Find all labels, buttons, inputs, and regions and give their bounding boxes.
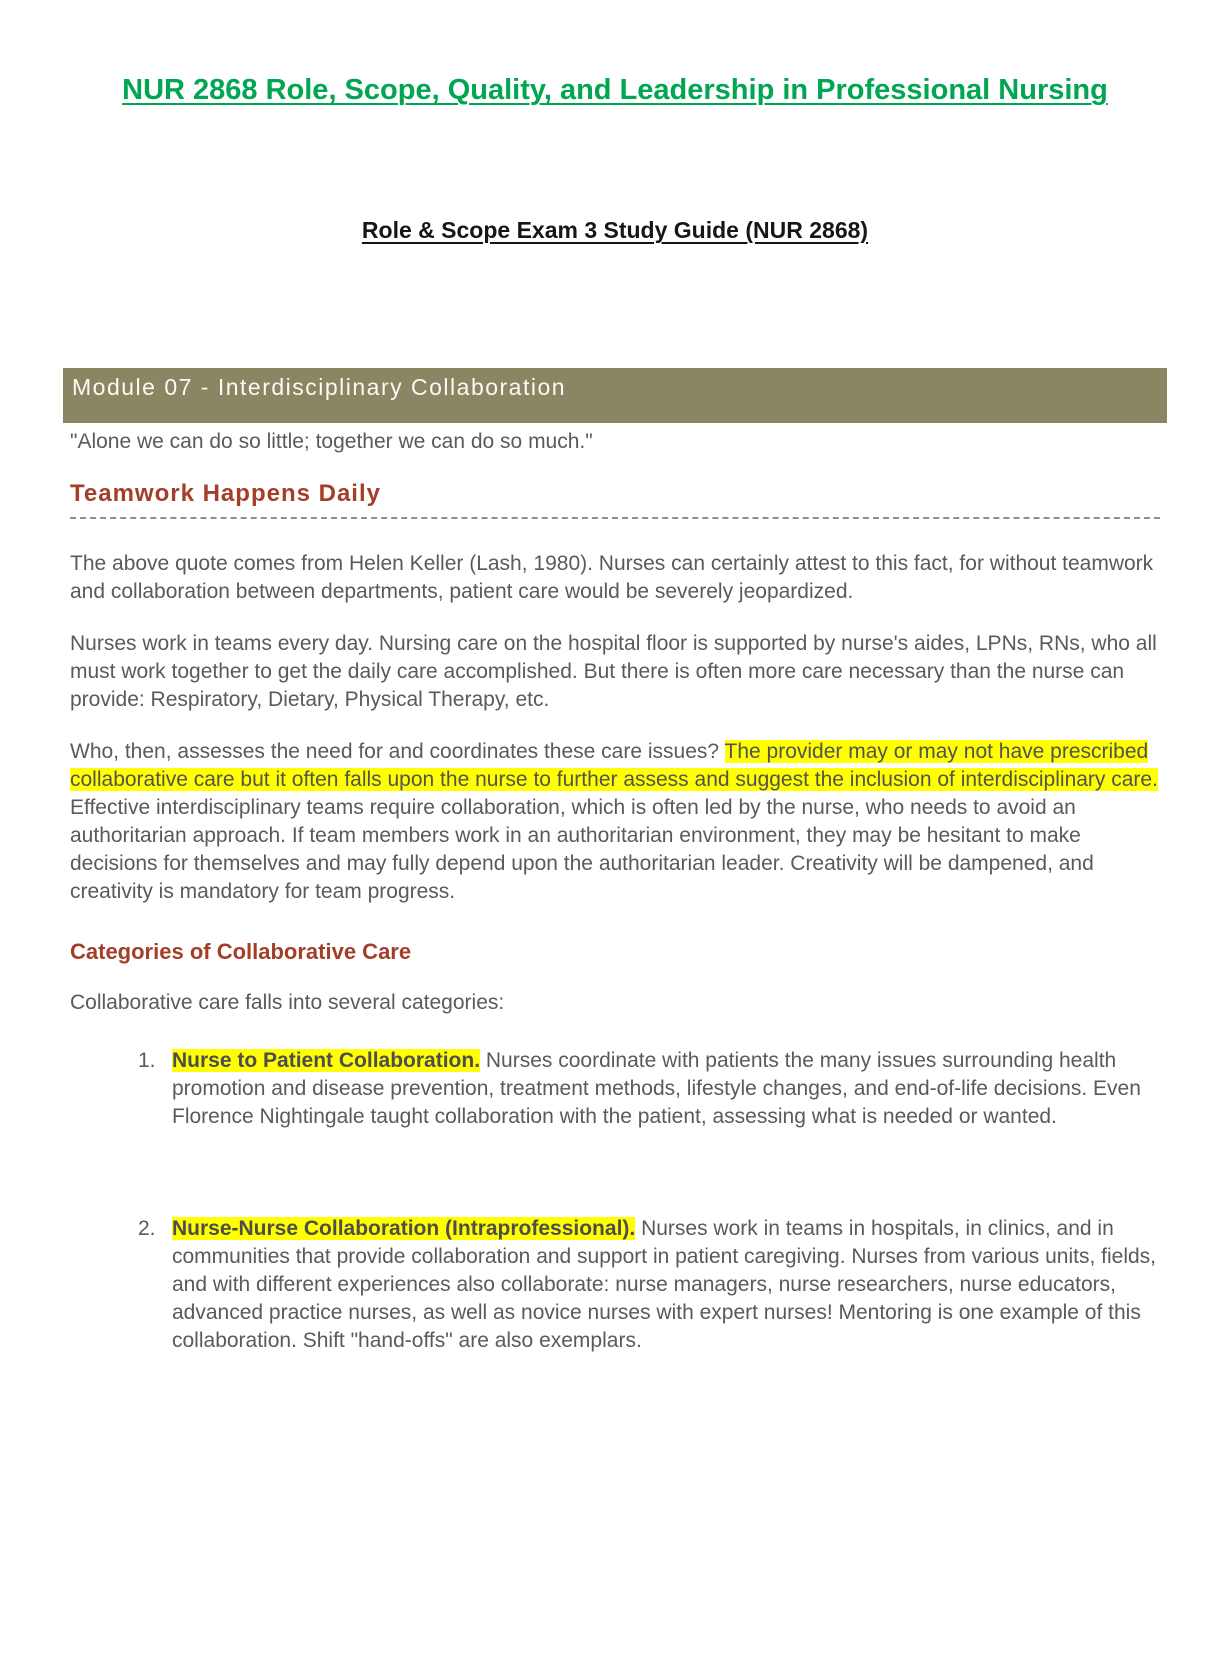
teamwork-heading-divider [70,480,1160,519]
paragraph-teamwork-1: The above quote comes from Helen Keller (Lash, 1980). Nurses can certainly attest to this fact, for without teamwork and collaboration between departments, patient care would be severely jeopardized. [70,552,1154,603]
highlighted-text: The provider may or may not have prescribed collaborative care but it often falls upon the nurse to further assess and suggest the inclusion of interdisciplinary care. [70,740,1158,791]
document-page [0,74,1224,1658]
study-guide-title: Role & Scope Exam 3 Study Guide (NUR 2868) [361,217,869,243]
highlighted-term: Nurse-Nurse Collaboration (Intraprofessional). [172,1217,636,1240]
quote-text: "Alone we can do so little; together we can do so much." [70,430,593,453]
paragraph-teamwork-2: Nurses work in teams every day. Nursing care on the hospital floor is supported by nurse's aides, LPNs, RNs, who all must work together to get the daily care accomplished. But there is often more care necessary than the nurse can provide: Respiratory, Dietary, Physical Therapy, etc. [70,632,1157,711]
paragraph-text: Who, then, assesses the need for and coordinates these care issues? [70,740,725,763]
paragraph-categories-intro: Collaborative care falls into several categories: [70,991,505,1014]
highlighted-term: Nurse to Patient Collaboration. [172,1049,481,1072]
collaboration-categories-list [70,1047,1160,1355]
list-item-text [172,1215,1160,1355]
list-item [70,1047,1160,1131]
module-banner [63,368,1167,423]
paragraph-text: Effective interdisciplinary teams require collaboration, which is often led by the nurse, who needs to avoid an authoritarian approach. If team members work in an authoritarian environment, they may be hesitant to make decisions for themselves and may fully depend upon the authoritarian leader. Creativity will be dampened, and creativity is mandatory for team progress. [70,796,1094,903]
paragraph-teamwork-3 [70,738,1160,906]
section-heading-categories: Categories of Collaborative Care [70,939,412,964]
course-title: NUR 2868 Role, Scope, Quality, and Leadership in Professional Nursing [122,74,1108,106]
module-banner-label: Module 07 - Interdisciplinary Collaboration [72,374,567,400]
list-item-body: Nurses coordinate with patients the many issues surrounding health promotion and disease prevention, treatment methods, lifestyle changes, and end-of-life decisions. Even Florence Nightingale taught collaboration with the patient, assessing what is needed or wanted. [172,1049,1141,1128]
list-item [70,1215,1160,1355]
list-item-number: 2. [138,1217,156,1240]
list-item-body: Nurses work in teams in hospitals, in clinics, and in communities that provide collaboration and support in patient caregiving. Nurses from various units, fields, and with different experiences also collaborate: nurse managers, nurse researchers, nurse educators, advanced practice nurses, as well as novice nurses with expert nurses! Mentoring is one example of this collaboration. Shift "hand-offs" are also exemplars. [172,1217,1156,1352]
list-item-number: 1. [138,1049,156,1072]
section-heading-teamwork: Teamwork Happens Daily [70,480,381,507]
list-item-text [172,1047,1160,1131]
